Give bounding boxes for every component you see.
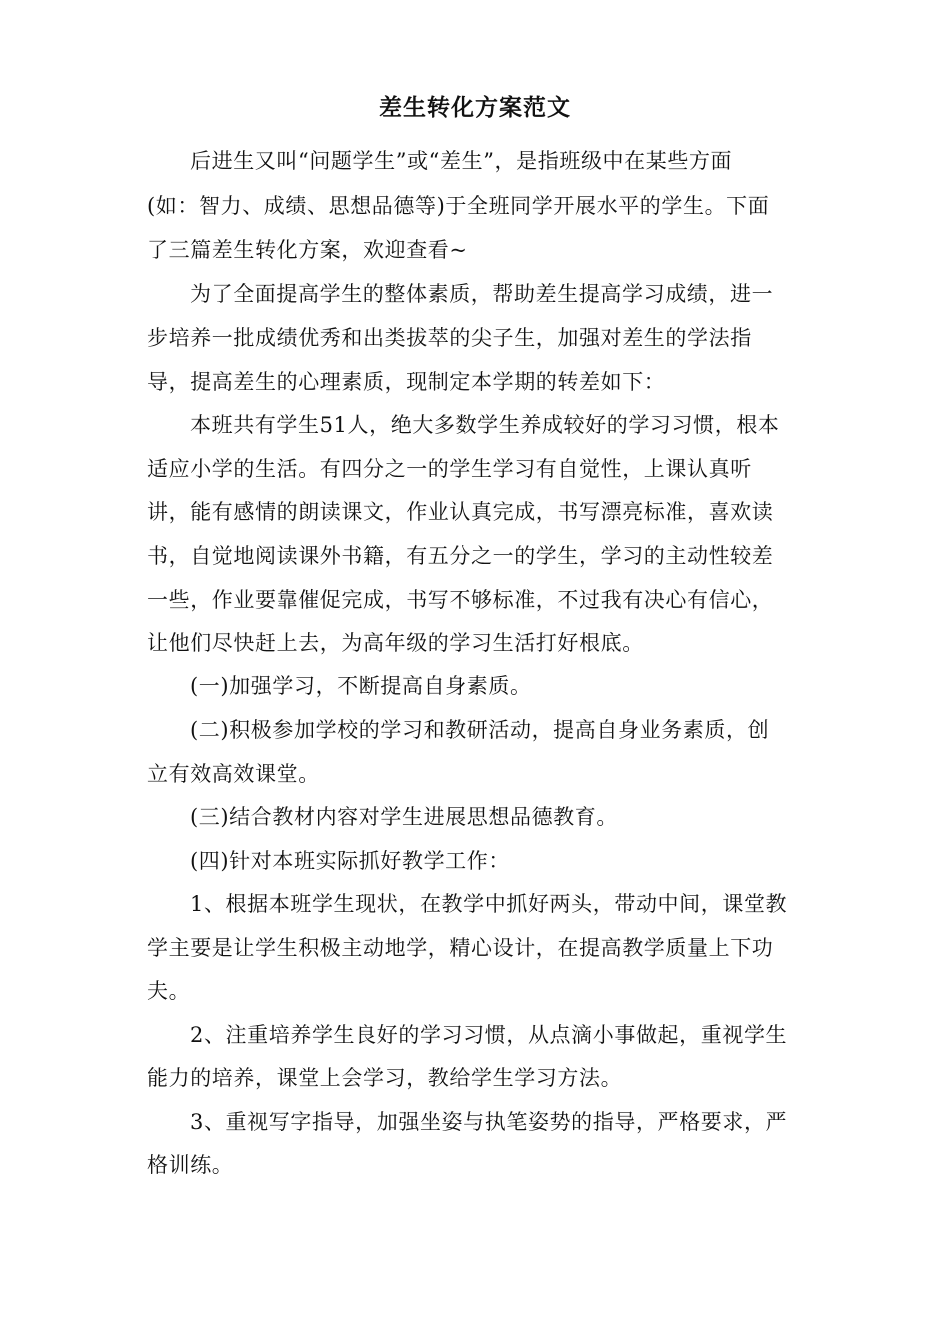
document-title: 差生转化方案范文 [379, 95, 571, 121]
text-line: 1、根据本班学生现状，在教学中抓好两头，带动中间，课堂教 [190, 892, 788, 916]
text-line: 书，自觉地阅读课外书籍，有五分之一的学生，学习的主动性较差 [147, 544, 774, 568]
text-line: (如：智力、成绩、思想品德等)于全班同学开展水平的学生。下面 [147, 194, 770, 218]
text-line: 让他们尽快赶上去，为高年级的学习生活打好根底。 [147, 631, 644, 655]
text-line: 立有效高效课堂。 [147, 762, 320, 786]
text-line: 能力的培养，课堂上会学习，教给学生学习方法。 [147, 1066, 623, 1090]
text-line: 适应小学的生活。有四分之一的学生学习有自觉性，上课认真听 [147, 457, 752, 481]
text-line: 步培养一批成绩优秀和出类拔萃的尖子生，加强对差生的学法指 [147, 326, 752, 350]
text-line: 为了全面提高学生的整体素质，帮助差生提高学习成绩，进一 [190, 282, 774, 306]
text-line: 讲，能有感情的朗读课文，作业认真完成，书写漂亮标准，喜欢读 [147, 500, 774, 524]
text-line: 3、重视写字指导，加强坐姿与执笔姿势的指导，严格要求，严 [190, 1110, 788, 1134]
text-line: 本班共有学生51人，绝大多数学生养成较好的学习习惯，根本 [190, 413, 780, 437]
text-line: 2、注重培养学生良好的学习习惯，从点滴小事做起，重视学生 [190, 1023, 788, 1047]
text-line: (四)针对本班实际抓好教学工作： [190, 849, 510, 873]
text-line: 导，提高差生的心理素质，现制定本学期的转差如下： [147, 370, 666, 394]
text-line: 学主要是让学生积极主动地学，精心设计，在提高教学质量上下功 [147, 936, 774, 960]
text-line: (一)加强学习，不断提高自身素质。 [190, 674, 532, 698]
text-line: 夫。 [147, 979, 191, 1003]
text-line: 一些，作业要靠催促完成，书写不够标准，不过我有决心有信心， [147, 588, 774, 612]
text-line: 后进生又叫“问题学生”或“差生”，是指班级中在某些方面 [190, 149, 733, 173]
text-line: 格训练。 [147, 1153, 234, 1177]
text-line: 了三篇差生转化方案，欢迎查看~ [147, 238, 468, 262]
text-line: (三)结合教材内容对学生进展思想品德教育。 [190, 805, 618, 829]
text-line: (二)积极参加学校的学习和教研活动，提高自身业务素质，创 [190, 718, 770, 742]
